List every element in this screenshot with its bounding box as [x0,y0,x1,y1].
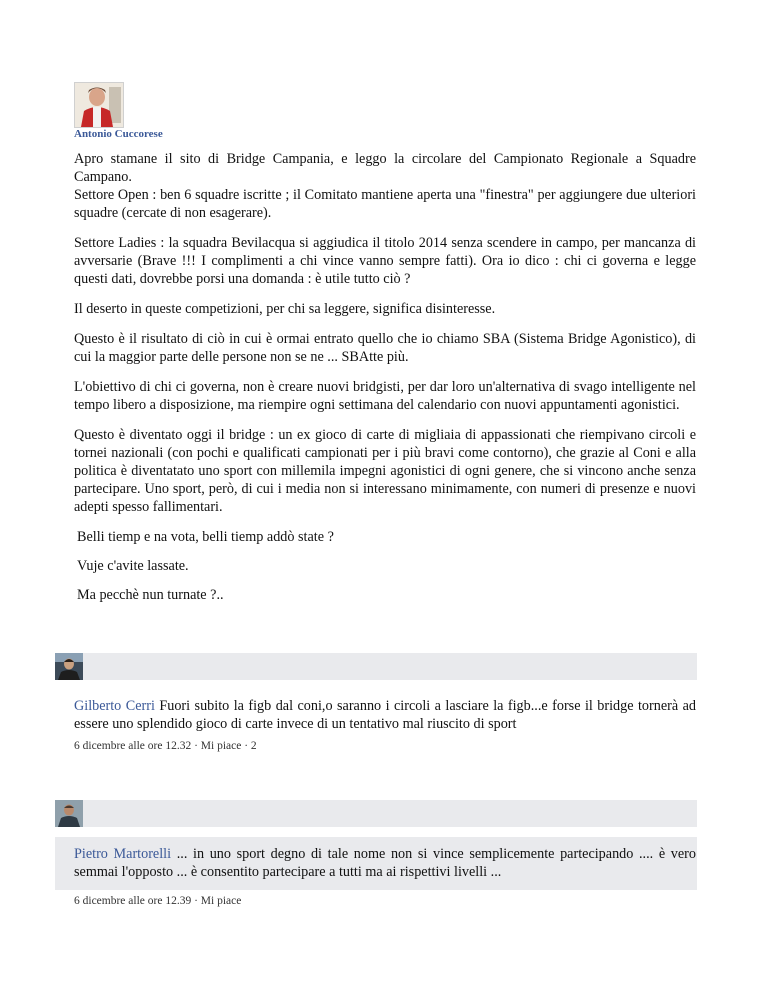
post-paragraph: L'obiettivo di chi ci governa, non è creare nuovi bridgisti, per dar loro un'alternativa di svago intelligente nel tempo libero a disposizione, ma riempire ogni settimana del calendario con nuovi appuntamenti agonistici. [74,379,696,413]
comment-meta: 6 dicembre alle ore 12.39 · Mi piace [74,895,242,907]
person-photo-icon [55,653,83,680]
comment-body: ... in uno sport degno di tale nome non si vince semplicemente partecipando .... è vero semmai l'opposto ... è consentito partecipare a tutti ma ai rispettivi livelli ... [74,846,696,880]
comment-text [74,845,696,881]
post-paragraph: Apro stamane il sito di Bridge Campania, e leggo la circolare del Campionato Regionale a Squadre Campano. [74,151,696,185]
post-paragraph: Vuje c'avite lassate. [77,558,189,574]
post-body [74,150,696,615]
post-paragraph: Settore Open : ben 6 squadre iscritte ; il Comitato mantiene aperta una "finestra" per aggiungere due ulteriori squadre (cercate di non esagerare). [74,187,696,221]
post-paragraph: Questo è diventato oggi il bridge : un ex gioco di carte di migliaia di appassionati che riempivano circoli e tornei nazionali (con pochi e qualificati campionati per i più bravi come contorno), che grazie al Coni e alla politica è diventatato uno sport con millemila impegni agonistici di ogni genere, che si vincono anche senza partecipare. Uno sport, però, di cui i media non si interessano minimamente, con numeri di presenze e nuovi adepti spesso fallimentari. [74,427,696,515]
comment-author-link[interactable]: Pietro Martorelli [74,846,172,862]
comment-header-bar [55,800,697,827]
comment-meta: 6 dicembre alle ore 12.32 · Mi piace · 2 [74,740,257,752]
comment-avatar[interactable] [55,800,83,827]
post-author-name[interactable]: Antonio Cuccorese [74,128,163,140]
person-photo-icon [75,83,123,127]
post-paragraph: Settore Ladies : la squadra Bevilacqua si aggiudica il titolo 2014 senza scendere in campo, per mancanza di avversarie (Brave !!! I complimenti a chi vince vanno sempre fatti). Ora io dico : chi ci governa e legge questi dati, dovrebbe porsi una domanda : è utile tutto ciò ? [74,235,696,287]
post-paragraph: Belli tiemp e na vota, belli tiemp addò state ? [77,529,334,545]
comment-body: Fuori subito la figb dal coni,o saranno i circoli a lasciare la figb...e forse il bridge tornerà ad essere uno splendido gioco di carte invece di un tentativo mal riuscito di sport [74,698,697,732]
comment-avatar[interactable] [55,653,83,680]
comment-author-link[interactable]: Gilberto Cerri [74,698,155,714]
post-author-avatar[interactable] [74,82,124,128]
comment-text [74,697,696,733]
post-paragraph: Ma pecchè nun turnate ?.. [77,587,224,603]
comment-header-bar [55,653,697,680]
post-paragraph: Questo è il risultato di ciò in cui è ormai entrato quello che io chiamo SBA (Sistema Bridge Agonistico), di cui la maggior parte delle persone non se ne ... SBAtte più. [74,331,696,365]
person-photo-icon [55,800,83,827]
post-paragraph: Il deserto in queste competizioni, per chi sa leggere, significa disinteresse. [74,301,496,317]
